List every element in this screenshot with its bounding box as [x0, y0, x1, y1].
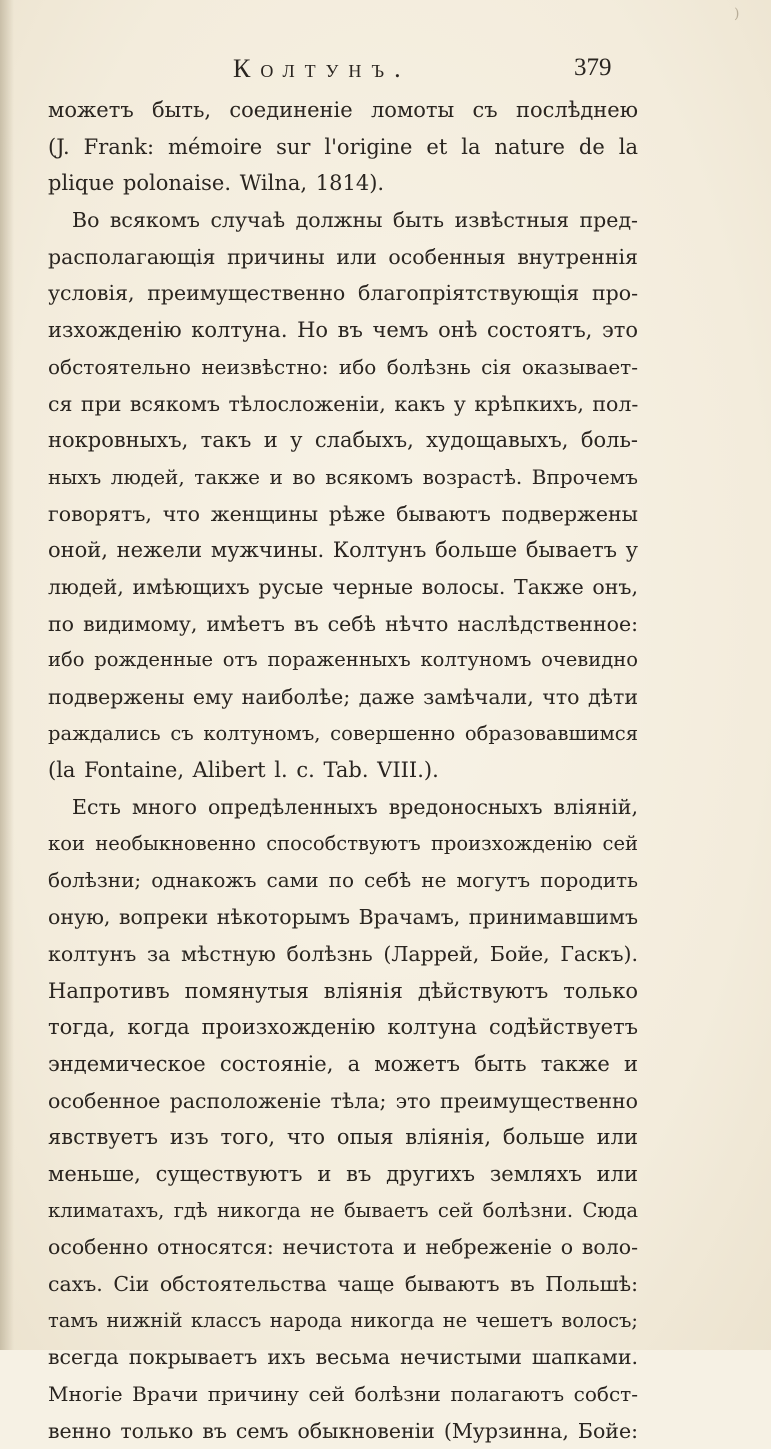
text-line: явствуетъ изъ того, что опыя вліянія, больше или [48, 1125, 638, 1150]
running-title: Колтунъ. [233, 54, 411, 83]
text-line: подвержены ему наиболѣе; даже замѣчали, что дѣти [48, 685, 639, 709]
text-line: ныхъ людей, также и во всякомъ возрастѣ. Впрочемъ [48, 464, 638, 489]
page-header [0, 52, 771, 92]
text-line: кои необыкновенно способствуютъ произхожденію сей [48, 831, 638, 855]
text-line: тамъ нижній классъ народа никогда не чешетъ волосъ; [48, 1308, 638, 1332]
text-line: Есть много опредѣленныхъ вредоносныхъ вліяній, [72, 795, 638, 820]
page-number: 379 [574, 54, 612, 81]
text-line: располагающія причины или особенныя внутреннія [48, 244, 638, 269]
text-line: можетъ быть, соединеніе ломоты съ послѣднею [48, 98, 638, 122]
text-line: тогда, когда произхожденію колтуна содѣйствуетъ [48, 1015, 638, 1040]
text-line: Многіе Врачи причину сей болѣзни полагаютъ собст- [48, 1382, 638, 1407]
text-line: (J. Frank: mémoire sur l'origine et la nature de la [48, 134, 638, 159]
text-line: по видимому, имѣетъ въ себѣ нѣчто наслѣдственное: [48, 611, 638, 636]
text-line: эндемическое состояніе, а можетъ быть также и [48, 1051, 638, 1076]
text-line: ибо рожденные отъ пораженныхъ колтуномъ очевидно [48, 648, 638, 672]
text-line: меньше, существуютъ и въ другихъ земляхъ или [48, 1161, 638, 1186]
text-line: людей, имѣющихъ русые черные волосы. Также онъ, [48, 574, 638, 599]
page-gutter-shadow [0, 0, 14, 1350]
text-line: оную, вопреки нѣкоторымъ Врачамъ, принимавшимъ [48, 905, 638, 930]
text-line: болѣзни; однакожъ сами по себѣ не могутъ породить [48, 868, 638, 893]
text-line: нокровныхъ, такъ и у слабыхъ, худощавыхъ, боль- [48, 428, 638, 453]
text-line: Напротивъ помянутыя вліянія дѣйствуютъ только [48, 978, 638, 1003]
text-line: раждались съ колтуномъ, совершенно образовавшимся [48, 721, 638, 745]
text-line: ся при всякомъ тѣлосложеніи, какъ у крѣпкихъ, пол- [48, 391, 639, 416]
text-line: особенно относятся: нечистота и небреженіе о воло- [48, 1235, 638, 1260]
text-line: климатахъ, гдѣ никогда не бываетъ сей болѣзни. Сюда [48, 1198, 638, 1222]
text-line: Во всякомъ случаѣ должны быть извѣстныя пред- [72, 208, 638, 233]
text-line: сахъ. Сіи обстоятельства чаще бываютъ въ Польшѣ: [48, 1272, 638, 1296]
text-line: колтунъ за мѣстную болѣзнь (Ларрей, Бойе, Гаскъ). [48, 941, 638, 966]
body-text [48, 92, 638, 1449]
text-line: условія, преимущественно благопріятствующія про- [48, 281, 638, 306]
text-line: оной, нежели мужчины. Колтунъ больше бываетъ у [48, 538, 638, 563]
text-line: (la Fontaine, Alibert l. c. Tab. VIII.). [48, 758, 439, 783]
text-line: особенное расположеніе тѣла; это преимущественно [48, 1088, 638, 1113]
text-line: венно только въ семъ обыкновеніи (Мурзинна, Бойе: [48, 1418, 638, 1443]
text-line: обстоятельно неизвѣстно: ибо болѣзнь сія оказывает- [48, 354, 638, 379]
text-line: говорятъ, что женщины рѣже бываютъ подвержены [48, 501, 638, 526]
text-line: изхожденію колтуна. Но въ чемъ онѣ состоятъ, это [48, 318, 638, 343]
text-line: всегда покрываетъ ихъ весьма нечистыми шапками. [48, 1345, 638, 1370]
page-corner-mark: ) [734, 6, 740, 22]
text-line: plique polonaise. Wilna, 1814). [48, 171, 385, 196]
